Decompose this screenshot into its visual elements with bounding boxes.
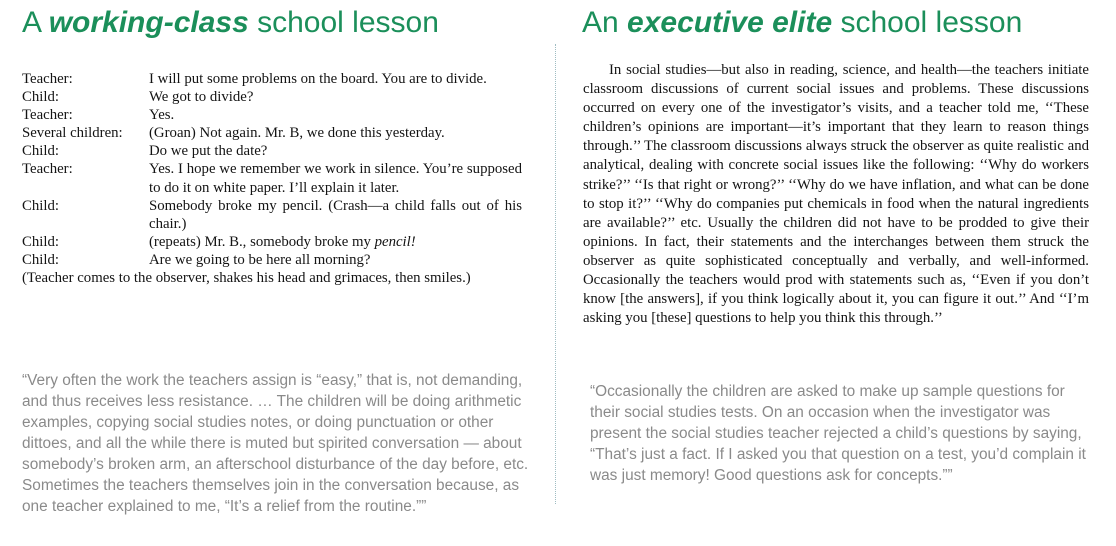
heading-suffix: school lesson xyxy=(248,6,439,39)
spoken-text: Somebody broke my pencil. (Crash—a child falls out of his chair.) xyxy=(149,197,522,232)
speaker-label: Teacher: xyxy=(22,161,73,178)
dialogue-line xyxy=(22,124,522,142)
spoken-text: We got to divide? xyxy=(149,89,254,106)
heading-emphasis: executive elite xyxy=(627,6,833,39)
spoken-text: Are we going to be here all morning? xyxy=(149,251,371,268)
dialogue-line xyxy=(22,142,522,160)
column-divider xyxy=(555,44,556,504)
speaker-label: Child: xyxy=(22,251,59,268)
dialogue-line xyxy=(22,197,522,233)
working-class-quote: “Very often the work the teachers assign is “easy,” that is, not demanding, and thus receives less resistance. … The children will be doing arithmetic examples, copying social studies notes, or doing punctuation or other dittoes, and all the while there is muted but spirited conversation — about somebody’s broken arm, an afterschool disturbance of the day before, etc. Sometimes the teachers themselves join in the conversation because, as one teacher explained to me, “It’s a relief from the routine.”” xyxy=(22,372,529,515)
executive-elite-quote: “Occasionally the children are asked to make up sample questions for their social studies tests. On an occasion when the investigator was present the social studies teacher rejected a child’s questions by saying, “That’s just a fact. If I asked you that question on a test, you’d complain it was just memory! Good questions ask for concepts.”” xyxy=(590,383,1086,484)
spoken-text xyxy=(149,233,522,251)
speaker-label: Child: xyxy=(22,143,59,160)
speaker-label: Child: xyxy=(22,197,59,214)
dialogue-line xyxy=(22,233,522,251)
spoken-text: (Groan) Not again. Mr. B, we done this yesterday. xyxy=(149,125,445,142)
spoken-text-emphasis: pencil! xyxy=(374,233,416,250)
spoken-text-start: (repeats) Mr. B., somebody broke my xyxy=(149,233,375,250)
dialogue-line xyxy=(22,160,522,196)
heading-emphasis: working-class xyxy=(48,6,249,39)
executive-elite-heading xyxy=(582,6,1022,40)
heading-prefix: A xyxy=(22,6,49,39)
spoken-text: Yes. I hope we remember we work in silence. You’re supposed to do it on white paper. I’ll explain it later. xyxy=(149,161,522,196)
working-class-heading xyxy=(22,6,439,40)
speaker-label: Child: xyxy=(22,233,59,250)
dialogue-line xyxy=(22,106,522,124)
dialogue-line xyxy=(22,251,522,269)
spoken-text: Yes. xyxy=(149,107,175,124)
heading-suffix: school lesson xyxy=(832,6,1023,39)
dialogue-line xyxy=(22,88,522,106)
classroom-discussion-excerpt: In social studies—but also in reading, science, and health—the teachers initiate classroom discussions of current social issues and problems. These discussions occurred on every one of the investigator’s visits, and a teacher told me, ‘‘These children’s opinions are important—it’s important that they learn to reason things through.’’ The classroom discussions always struck the observer as quite realistic and analytical, dealing with concrete social issues like the following: ‘‘Why do workers strike?’’ ‘‘Is that right or wrong?’’ ‘‘Why do we have inflation, and what can be done to stop it?’’ ‘‘Why do companies put chemicals in food when the natural ingredients are available?’’ etc. Usually the children did not have to be prodded to give their opinions. In fact, their statements and the interchanges between them struck the observer as quite sophisticated conceptually and verbally, and well-informed. Occasionally the teachers would prod with statements such as, ‘‘Even if you don’t know [the answers], if you think logically about it, you can figure it out.’’ And ‘‘I’m asking you [these] questions to help you think this through.’’ xyxy=(583,62,1089,327)
classroom-dialogue-excerpt xyxy=(22,70,522,287)
stage-note: (Teacher comes to the observer, shakes his head and grimaces, then smiles.) xyxy=(22,270,471,287)
dialogue-line xyxy=(22,70,522,88)
speaker-label: Several children: xyxy=(22,125,123,142)
heading-prefix: An xyxy=(582,6,628,39)
spoken-text: I will put some problems on the board. You are to divide. xyxy=(149,71,487,87)
speaker-label: Teacher: xyxy=(22,71,73,87)
speaker-label: Teacher: xyxy=(22,107,73,124)
spoken-text: Do we put the date? xyxy=(149,143,268,160)
speaker-label: Child: xyxy=(22,89,59,106)
